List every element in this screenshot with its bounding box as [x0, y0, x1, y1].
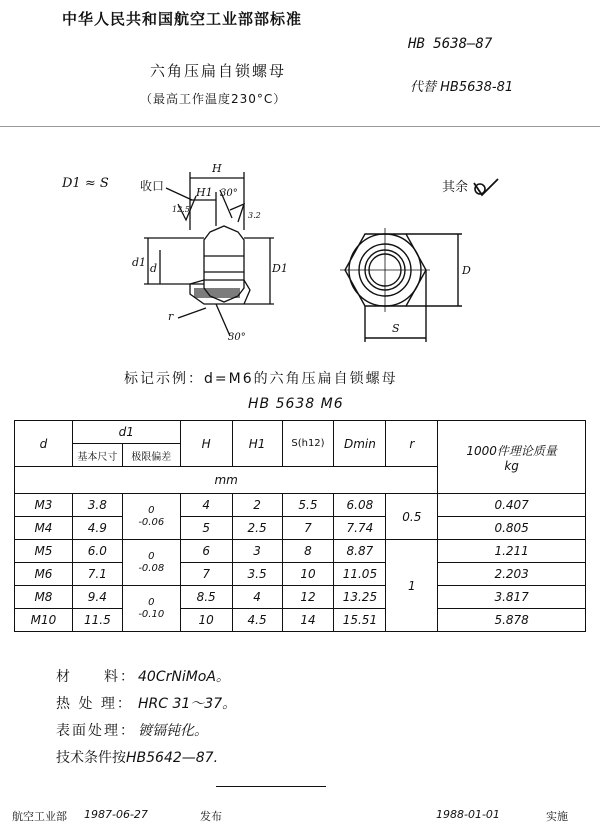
cell-S: 10 — [282, 563, 334, 586]
label-S: S — [392, 322, 400, 335]
footer-issued: 发布 — [200, 810, 222, 823]
note-label: 技术条件按 — [56, 750, 126, 766]
cell-mass: 2.203 — [438, 563, 586, 586]
col-mass-unit: kg — [504, 458, 519, 473]
cell-d1: 6.0 — [72, 540, 122, 563]
footer-effective-date: 1988-01-01 — [436, 808, 500, 821]
cell-r: 0.5 — [386, 494, 438, 540]
table-row — [15, 609, 586, 632]
cell-mass: 1.211 — [438, 540, 586, 563]
technical-notes — [56, 664, 236, 772]
tol-upper: 0 — [148, 550, 155, 562]
cell-H: 7 — [180, 563, 232, 586]
cell-mass: 0.805 — [438, 517, 586, 540]
table-row — [15, 563, 586, 586]
cell-S: 5.5 — [282, 494, 334, 517]
cell-r: 1 — [386, 540, 438, 632]
cell-d1: 3.8 — [72, 494, 122, 517]
col-d1-basic: 基本尺寸 — [72, 444, 122, 467]
label-d1: d1 — [132, 256, 147, 269]
cell-Dmin: 8.87 — [334, 540, 386, 563]
label-d: d — [150, 262, 158, 275]
note-value: HRC 31～37。 — [138, 696, 237, 712]
note-value: 镀镉钝化。 — [138, 723, 208, 739]
cell-d1: 4.9 — [72, 517, 122, 540]
label-rough-right: 3.2 — [248, 211, 261, 220]
cell-H1: 4 — [232, 586, 282, 609]
tol-lower: -0.06 — [138, 516, 165, 528]
label-angle-top: 30° — [220, 188, 238, 199]
cell-H1: 2 — [232, 494, 282, 517]
cell-H1: 3.5 — [232, 563, 282, 586]
label-D1: D1 — [272, 262, 288, 275]
tol-lower: -0.08 — [138, 562, 165, 574]
note-material — [56, 664, 236, 691]
col-H1: H1 — [232, 421, 282, 467]
col-S: S(h12) — [282, 421, 334, 467]
cell-d: M4 — [15, 517, 73, 540]
cell-d: M10 — [15, 609, 73, 632]
footer-rule — [216, 786, 326, 787]
cell-S: 12 — [282, 586, 334, 609]
note-heat-treatment — [56, 691, 236, 718]
cell-d1: 9.4 — [72, 586, 122, 609]
note-label: 热 处 理： — [56, 696, 133, 712]
side-view-drawing — [120, 160, 290, 345]
note-value: 40CrNiMoA。 — [138, 669, 230, 685]
rest-roughness-label: 其余 — [442, 180, 469, 195]
col-r: r — [386, 421, 438, 467]
col-Dmin: Dmin — [334, 421, 386, 467]
cell-Dmin: 15.51 — [334, 609, 386, 632]
organization-title: 中华人民共和国航空工业部部标准 — [62, 10, 303, 28]
tol-upper: 0 — [148, 504, 155, 516]
note-surface-treatment — [56, 718, 236, 745]
d1-approx-s-note: D1 ≈ S — [62, 176, 109, 191]
cell-d: M5 — [15, 540, 73, 563]
col-d1-tolerance: 极限偏差 — [122, 444, 180, 467]
cell-d: M3 — [15, 494, 73, 517]
cell-Dmin: 11.05 — [334, 563, 386, 586]
note-technical-conditions — [56, 745, 236, 772]
footer-effective: 实施 — [546, 810, 568, 823]
cell-S: 8 — [282, 540, 334, 563]
table-row — [15, 540, 586, 563]
table-row — [15, 517, 586, 540]
top-view-drawing — [340, 220, 480, 355]
cell-tolerance — [122, 540, 180, 586]
cell-H1: 3 — [232, 540, 282, 563]
col-mass-label: 1000件理论质量 — [466, 443, 557, 458]
label-H1: H1 — [196, 186, 213, 199]
document-title: 六角压扁自锁螺母 — [150, 62, 287, 80]
replaces-standard: 代替 HB5638-81 — [410, 80, 514, 95]
rest-roughness-note — [442, 176, 500, 198]
marking-example: 标记示例：d=M6的六角压扁自锁螺母 — [124, 371, 398, 387]
note-label: 材 料： — [56, 669, 136, 685]
footer-issue-date: 1987-06-27 — [84, 808, 148, 821]
cell-d: M6 — [15, 563, 73, 586]
label-rough-left: 12.5 — [172, 205, 190, 214]
unit-row: mm — [15, 467, 438, 494]
cell-tolerance — [122, 494, 180, 540]
cell-H1: 2.5 — [232, 517, 282, 540]
tol-upper: 0 — [148, 596, 155, 608]
label-shou-kou: 收口 — [140, 179, 165, 193]
table-row — [15, 586, 586, 609]
cell-mass: 3.817 — [438, 586, 586, 609]
col-d1: d1 — [72, 421, 180, 444]
note-label: 表面处理： — [56, 723, 136, 739]
cell-tolerance — [122, 586, 180, 632]
col-d: d — [15, 421, 73, 467]
cell-mass: 5.878 — [438, 609, 586, 632]
table-row — [15, 494, 586, 517]
cell-d: M8 — [15, 586, 73, 609]
cell-H: 10 — [180, 609, 232, 632]
col-H: H — [180, 421, 232, 467]
cell-d1: 7.1 — [72, 563, 122, 586]
col-mass — [438, 421, 586, 494]
cell-H: 6 — [180, 540, 232, 563]
dimension-table — [14, 420, 586, 632]
footer-issuer: 航空工业部 — [12, 810, 67, 823]
standard-number: HB 5638—87 — [408, 36, 493, 52]
cell-Dmin: 6.08 — [334, 494, 386, 517]
label-H: H — [212, 162, 222, 175]
label-D: D — [462, 264, 471, 277]
cell-H: 8.5 — [180, 586, 232, 609]
document-subtitle: （最高工作温度230°C） — [140, 92, 287, 106]
note-value: HB5642—87. — [126, 750, 219, 766]
header-rule — [0, 126, 600, 127]
cell-Dmin: 7.74 — [334, 517, 386, 540]
roughness-check-icon — [472, 178, 500, 198]
marking-example-code: HB 5638 M6 — [248, 396, 344, 412]
cell-H: 5 — [180, 517, 232, 540]
cell-S: 14 — [282, 609, 334, 632]
label-angle-bottom: 30° — [228, 332, 246, 343]
cell-Dmin: 13.25 — [334, 586, 386, 609]
label-r: r — [168, 310, 174, 323]
tol-lower: -0.10 — [138, 608, 165, 620]
cell-mass: 0.407 — [438, 494, 586, 517]
cell-H: 4 — [180, 494, 232, 517]
cell-H1: 4.5 — [232, 609, 282, 632]
cell-S: 7 — [282, 517, 334, 540]
cell-d1: 11.5 — [72, 609, 122, 632]
